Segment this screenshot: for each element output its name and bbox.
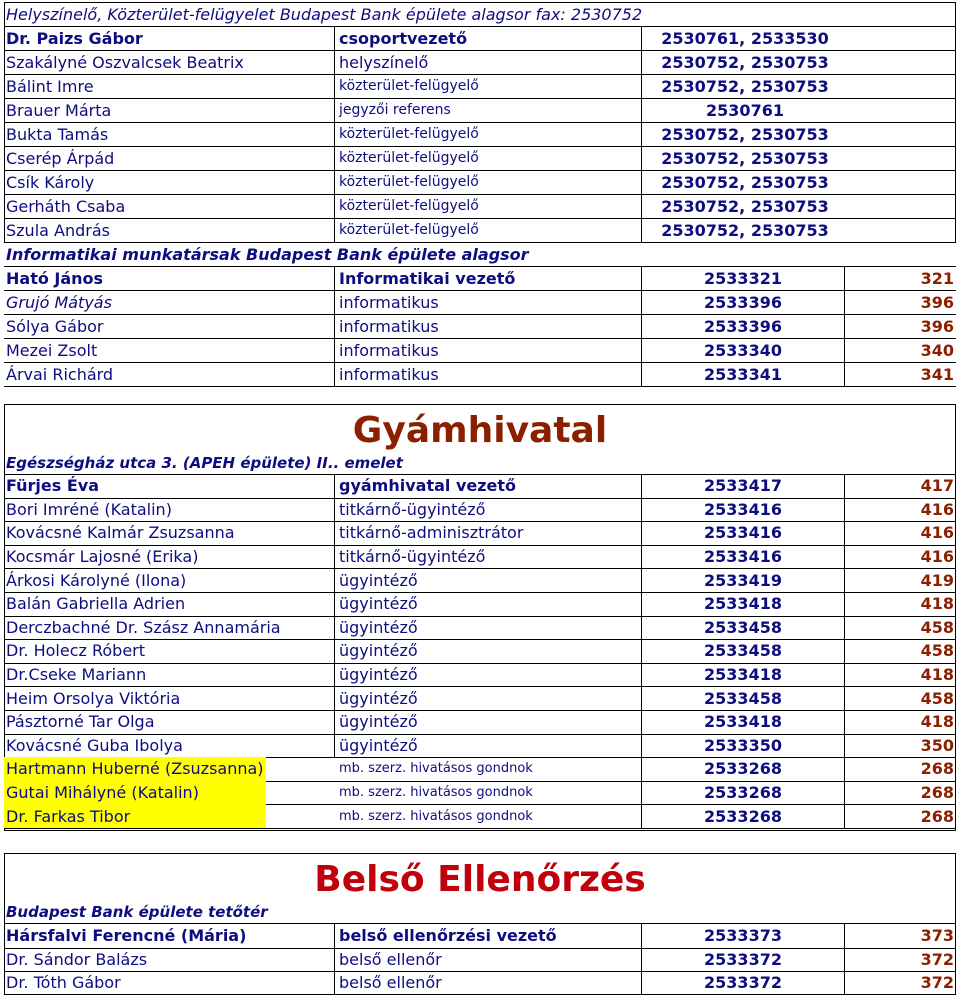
staff-extension: 372 (844, 948, 956, 972)
staff-role: ügyintéző (335, 568, 642, 592)
staff-extension: 268 (844, 804, 956, 828)
staff-phone: 2533268 (704, 806, 782, 826)
staff-row (4, 568, 956, 593)
staff-row (4, 50, 956, 75)
staff-extension: 416 (844, 521, 956, 545)
staff-role: közterület-felügyelő (335, 122, 642, 146)
staff-phone: 2533418 (704, 594, 782, 614)
staff-phone: 2530752, 2530753 (661, 220, 829, 240)
staff-phone: 2533458 (704, 617, 782, 637)
section2-header-row (4, 242, 956, 267)
staff-name: Pásztorné Tar Olga (4, 710, 335, 734)
staff-phone: 2533458 (704, 688, 782, 708)
gyamhivatal-location-row (4, 452, 956, 475)
staff-role: közterület-felügyelő (335, 194, 642, 218)
staff-row (4, 545, 956, 570)
staff-role: ügyintéző (335, 663, 642, 687)
staff-row (4, 314, 956, 339)
staff-role: közterület-felügyelő (335, 74, 642, 98)
staff-extension: 416 (844, 545, 956, 569)
staff-role: titkárnő-adminisztrátor (335, 521, 642, 545)
staff-extension: 458 (844, 639, 956, 663)
staff-role: mb. szerz. hivatásos gondnok (335, 757, 642, 781)
staff-role: belső ellenőr (335, 971, 642, 995)
staff-name: Bálint Imre (4, 74, 335, 98)
staff-row (4, 948, 956, 973)
staff-phone: 2533458 (704, 641, 782, 661)
staff-name: Balán Gabriella Adrien (4, 592, 335, 616)
staff-name: Bori Imréné (Katalin) (4, 498, 335, 522)
staff-extension: 458 (844, 686, 956, 710)
staff-name: Derczbachné Dr. Szász Annamária (4, 616, 335, 640)
staff-row (4, 474, 956, 499)
staff-name: Dr. Tóth Gábor (4, 971, 335, 995)
staff-role: közterület-felügyelő (335, 170, 642, 194)
staff-role: közterület-felügyelő (335, 146, 642, 170)
staff-name: Gerháth Csaba (4, 194, 335, 218)
staff-row (4, 757, 956, 782)
staff-phone: 2533416 (704, 523, 782, 543)
staff-name: Gutai Mihályné (Katalin) (4, 781, 266, 805)
staff-extension: 268 (844, 781, 956, 805)
staff-role: gyámhivatal vezető (335, 474, 642, 498)
staff-row (4, 290, 956, 315)
staff-name: Heim Orsolya Viktória (4, 686, 335, 710)
staff-row (4, 924, 956, 949)
staff-name: Kovácsné Kalmár Zsuzsanna (4, 521, 335, 545)
staff-name: Szakályné Oszvalcsek Beatrix (4, 50, 335, 74)
staff-phone: 2533341 (704, 364, 782, 384)
staff-row (4, 74, 956, 99)
staff-extension: 418 (844, 710, 956, 734)
staff-extension: 418 (844, 663, 956, 687)
staff-extension: 268 (844, 757, 956, 781)
staff-row (4, 521, 956, 546)
staff-phone: 2530761 (706, 100, 784, 120)
staff-name: Árvai Richárd (4, 362, 335, 386)
staff-name: Bukta Tamás (4, 122, 335, 146)
staff-role: informatikus (335, 338, 642, 362)
staff-extension: 416 (844, 498, 956, 522)
staff-phone: 2533416 (704, 499, 782, 519)
section1-header: Helyszínelő, Közterület-felügyelet Budapest Bank épülete alagsor fax: 2530752 (6, 4, 643, 24)
staff-row (4, 616, 956, 641)
staff-extension: 350 (844, 734, 956, 758)
staff-row (4, 639, 956, 664)
staff-row (4, 146, 956, 171)
staff-phone: 2533321 (704, 268, 782, 288)
staff-phone: 2530752, 2530753 (661, 124, 829, 144)
staff-name: Sólya Gábor (4, 314, 335, 338)
staff-role: helyszínelő (335, 50, 642, 74)
staff-extension: 396 (844, 290, 956, 314)
staff-name: Cserép Árpád (4, 146, 335, 170)
staff-name: Mezei Zsolt (4, 338, 335, 362)
staff-row (4, 194, 956, 219)
staff-phone: 2533268 (704, 783, 782, 803)
staff-phone: 2533350 (704, 735, 782, 755)
staff-phone: 2533419 (704, 570, 782, 590)
section1-header-row (4, 2, 956, 27)
staff-phone: 2533340 (704, 340, 782, 360)
staff-name: Brauer Márta (4, 98, 335, 122)
staff-name: Grujó Mátyás (4, 290, 335, 314)
staff-phone: 2530761, 2533530 (661, 28, 829, 48)
staff-row (4, 26, 956, 51)
staff-phone: 2533396 (704, 316, 782, 336)
staff-role: informatikus (335, 362, 642, 386)
staff-role: jegyzői referens (335, 98, 642, 122)
staff-name: Dr. Farkas Tibor (4, 804, 266, 828)
staff-phone: 2533373 (704, 926, 782, 946)
staff-row (4, 734, 956, 759)
staff-role: informatikus (335, 314, 642, 338)
staff-name: Dr.Cseke Mariann (4, 663, 335, 687)
staff-phone: 2530752, 2530753 (661, 196, 829, 216)
staff-row (4, 686, 956, 711)
section2-header: Informatikai munkatársak Budapest Bank épülete alagsor (6, 244, 529, 264)
staff-extension: 373 (844, 924, 956, 948)
staff-phone: 2533418 (704, 665, 782, 685)
staff-extension: 418 (844, 592, 956, 616)
staff-extension: 341 (844, 362, 956, 386)
staff-name: Árkosi Károlyné (Ilona) (4, 568, 335, 592)
staff-role: csoportvezető (335, 26, 642, 50)
staff-name: Dr. Sándor Balázs (4, 948, 335, 972)
staff-name: Dr. Paizs Gábor (4, 26, 335, 50)
staff-row (4, 663, 956, 688)
belso-location-row (4, 901, 956, 924)
staff-extension: 321 (844, 266, 956, 290)
staff-phone: 2530752, 2530753 (661, 76, 829, 96)
staff-role: informatikus (335, 290, 642, 314)
staff-phone: 2533268 (704, 759, 782, 779)
staff-phone: 2533372 (704, 949, 782, 969)
staff-role: ügyintéző (335, 639, 642, 663)
gyamhivatal-title-row (4, 408, 956, 452)
staff-name: Hársfalvi Ferencné (Mária) (4, 924, 335, 948)
staff-phone: 2530752, 2530753 (661, 172, 829, 192)
staff-name: Kocsmár Lajosné (Erika) (4, 545, 335, 569)
staff-extension: 419 (844, 568, 956, 592)
staff-phone: 2533416 (704, 547, 782, 567)
staff-name: Fürjes Éva (4, 474, 335, 498)
staff-role: ügyintéző (335, 734, 642, 758)
staff-phone: 2533396 (704, 292, 782, 312)
staff-role: közterület-felügyelő (335, 218, 642, 242)
belso-location: Budapest Bank épülete tetőtér (6, 903, 268, 921)
staff-extension: 458 (844, 616, 956, 640)
staff-role: belső ellenőr (335, 948, 642, 972)
staff-row (4, 710, 956, 735)
staff-phone: 2533372 (704, 973, 782, 993)
staff-row (4, 338, 956, 363)
staff-role: mb. szerz. hivatásos gondnok (335, 804, 642, 828)
staff-row (4, 170, 956, 195)
belso-title-row (4, 856, 956, 902)
staff-extension: 340 (844, 338, 956, 362)
belso-title: Belső Ellenőrzés (314, 858, 646, 900)
staff-role: titkárnő-ügyintéző (335, 545, 642, 569)
staff-row (4, 781, 956, 806)
staff-row (4, 498, 956, 523)
staff-row (4, 971, 956, 995)
staff-phone: 2530752, 2530753 (661, 52, 829, 72)
staff-phone: 2533417 (704, 476, 782, 496)
gyamhivatal-title: Gyámhivatal (352, 409, 608, 451)
staff-row (4, 122, 956, 147)
staff-role: belső ellenőrzési vezető (335, 924, 642, 948)
staff-name: Kovácsné Guba Ibolya (4, 734, 335, 758)
staff-extension: 396 (844, 314, 956, 338)
staff-row (4, 218, 956, 243)
staff-name: Dr. Holecz Róbert (4, 639, 335, 663)
staff-extension: 372 (844, 971, 956, 995)
staff-role: ügyintéző (335, 686, 642, 710)
staff-role: ügyintéző (335, 592, 642, 616)
staff-row (4, 266, 956, 291)
staff-phone: 2530752, 2530753 (661, 148, 829, 168)
staff-name: Csík Károly (4, 170, 335, 194)
gyamhivatal-location: Egészségház utca 3. (APEH épülete) II.. emelet (6, 454, 403, 472)
staff-row (4, 804, 956, 829)
staff-extension: 417 (844, 474, 956, 498)
staff-role: mb. szerz. hivatásos gondnok (335, 781, 642, 805)
staff-role: Informatikai vezető (335, 266, 642, 290)
staff-row (4, 592, 956, 617)
staff-name: Hartmann Huberné (Zsuzsanna) (4, 757, 266, 781)
staff-role: titkárnő-ügyintéző (335, 498, 642, 522)
staff-row (4, 362, 956, 387)
staff-name: Ható János (4, 266, 335, 290)
staff-row (4, 98, 956, 123)
staff-role: ügyintéző (335, 710, 642, 734)
staff-role: ügyintéző (335, 616, 642, 640)
staff-name: Szula András (4, 218, 335, 242)
staff-phone: 2533418 (704, 712, 782, 732)
